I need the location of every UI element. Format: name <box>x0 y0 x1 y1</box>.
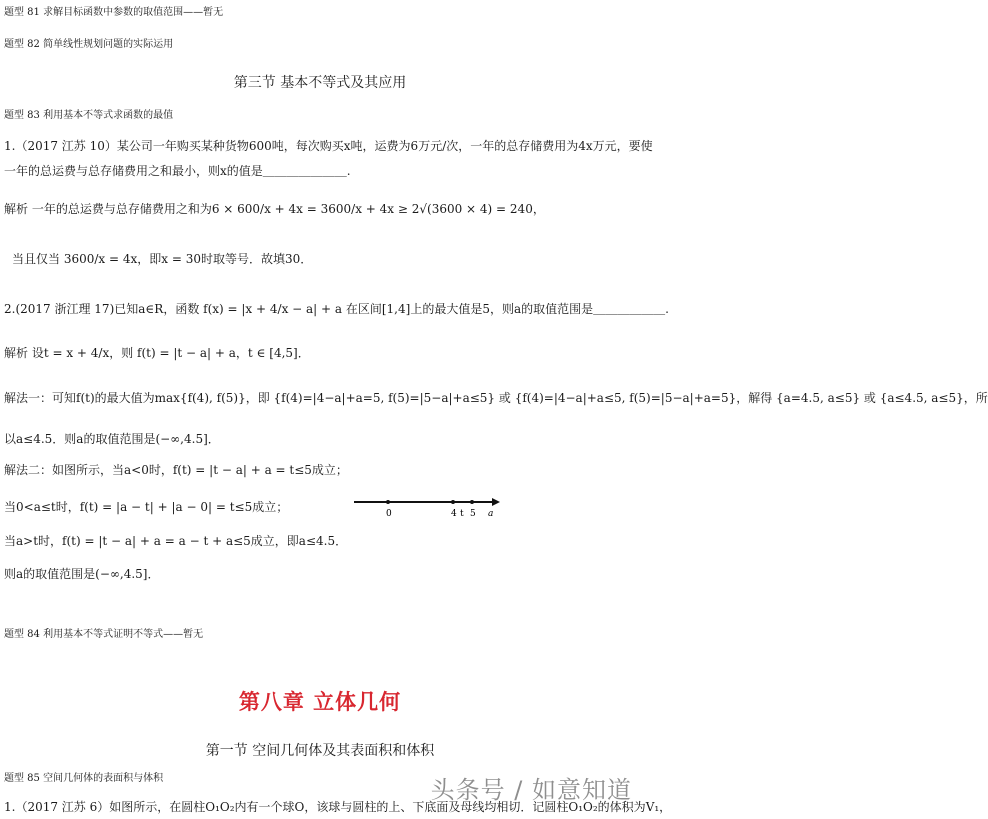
section-title-3: 第三节 基本不等式及其应用 <box>233 75 407 91</box>
method-2: 解法二：如图所示，当a<0时，f(t) = |t − a| + a = t≤5成立； <box>4 463 348 477</box>
heading-type-81: 题型 81 求解目标函数中参数的取值范围——暂无 <box>4 7 224 18</box>
tick-0 <box>386 500 390 504</box>
solution-1-text: 解析 一年的总运费与总存储费用之和为6 × 600/x + 4x = 3600/x + 4x ≥ 2√(3600 × 4) = 240， <box>4 202 545 216</box>
heading-type-84: 题型 84 利用基本不等式证明不等式——暂无 <box>4 629 204 640</box>
label-a: a <box>488 509 494 519</box>
method-1-b: 以a≤4.5．则a的取值范围是(−∞,4.5]． <box>4 432 220 446</box>
heading-type-85: 题型 85 空间几何体的表面积与体积 <box>4 773 164 784</box>
heading-type-83: 题型 83 利用基本不等式求函数的最值 <box>4 110 174 121</box>
solution-2: 解析 设t = x + 4/x，则 f(t) = |t − a| + a，t ∈ [4,5]． <box>4 346 310 360</box>
method-2-d: 则a的取值范围是(−∞,4.5]． <box>4 567 160 581</box>
heading-type-82: 题型 82 简单线性规划问题的实际运用 <box>4 39 174 50</box>
problem-2: 2.(2017 浙江理 17)已知a∈R，函数 f(x) = |x + 4/x − a| + a 在区间[1,4]上的最大值是5，则a的取值范围是＿＿＿＿＿＿. <box>4 302 669 316</box>
tick-5 <box>470 500 474 504</box>
label-5: 5 <box>470 509 476 519</box>
method-2-c: 当a>t时，f(t) = |t − a| + a = a − t + a≤5成立，即a≤4.5． <box>4 534 348 548</box>
label-4: 4 <box>451 509 457 519</box>
solution-1 <box>4 202 545 216</box>
number-line <box>352 494 512 520</box>
problem-1-line-b: 一年的总运费与总存储费用之和最小，则x的值是＿＿＿＿＿＿＿. <box>4 164 351 178</box>
label-t: t <box>460 509 464 519</box>
method-1: 解法一：可知f(t)的最大值为max{f(4), f(5)}，即 {f(4)=|4−a|+a=5, f(5)=|5−a|+a≤5} 或 {f(4)=|4−a|+a≤5, f(5)=|5−a|+a=5}，解得 {a=4.5, a≤5} 或 {a≤4.5, a≤5}，所 <box>4 391 988 405</box>
chapter-title: 第八章 立体几何 <box>238 689 402 714</box>
solution-1-b: 当且仅当 3600/x = 4x，即x = 30时取等号．故填30． <box>12 252 313 266</box>
method-2-b: 当0<a≤t时，f(t) = |a − t| + |a − 0| = t≤5成立； <box>4 500 289 514</box>
problem-1-line-a: 1.（2017 江苏 10）某公司一年购买某种货物600吨，每次购买x吨，运费为6万元/次，一年的总存储费用为4x万元，要使 <box>4 139 653 153</box>
section-title-1: 第一节 空间几何体及其表面积和体积 <box>205 743 435 759</box>
problem-3: 1.（2017 江苏 6）如图所示，在圆柱O₁O₂内有一个球O，该球与圆柱的上、下底面及母线均相切．记圆柱O₁O₂的体积为V₁， <box>4 800 672 814</box>
label-0: 0 <box>386 509 392 519</box>
tick-4 <box>451 500 455 504</box>
watermark: 头条号 / 如意知道 <box>430 776 632 804</box>
